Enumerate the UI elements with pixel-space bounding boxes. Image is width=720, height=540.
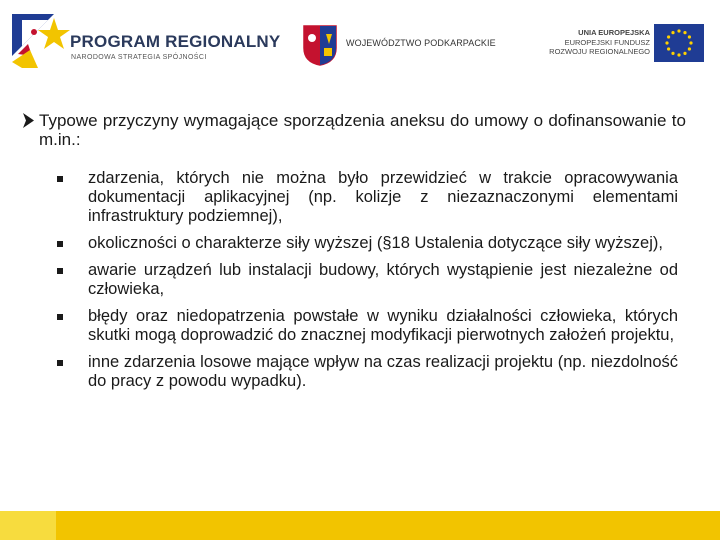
list-item (88, 261, 678, 299)
program-subtitle: NARODOWA STRATEGIA SPÓJNOŚCI (71, 54, 207, 61)
intro-paragraph (22, 111, 686, 149)
program-title: PROGRAM REGIONALNY (70, 32, 281, 51)
list-item-text: awarie urządzeń lub instalacji budowy, których wystąpienie jest niezależne od człowieka, (88, 261, 678, 298)
header (0, 0, 720, 80)
list-item-text: zdarzenia, których nie można było przewidzieć w trakcie opracowywania dokumentacji aplikacyjnej (np. kolizje z niezaznaczonymi elementami infrastruktury podziemnej), (88, 169, 678, 225)
square-bullet-icon (57, 268, 63, 274)
list-item (88, 169, 678, 226)
arrow-bullet-icon (22, 112, 35, 129)
eu-line-3: ROZWOJU REGIONALNEGO (549, 47, 650, 56)
square-bullet-icon (57, 241, 63, 247)
square-bullet-icon (57, 314, 63, 320)
footer-accent (0, 511, 56, 540)
list-item (88, 307, 678, 345)
eu-text (540, 28, 650, 57)
eu-line-2: EUROPEJSKI FUNDUSZ (564, 37, 650, 47)
square-bullet-icon (57, 360, 63, 366)
program-regionalny-logo (8, 10, 74, 72)
intro-text: Typowe przyczyny wymagające sporządzenia aneksu do umowy o dofinansowanie to m.in.: (39, 111, 686, 149)
footer-bar (0, 511, 720, 540)
list-item-text: okoliczności o charakterze siły wyższej (§18 Ustalenia dotyczące siły wyższej), (88, 234, 663, 252)
list-item-text: inne zdarzenia losowe mające wpływ na czas realizacji projektu (np. niezdolność do pracy z powodu wypadku). (88, 353, 678, 390)
voivodeship-name: WOJEWÓDZTWO PODKARPACKIE (346, 38, 496, 48)
causes-list (88, 169, 678, 399)
list-item-text: błędy oraz niedopatrzenia powstałe w wyniku działalności człowieka, których skutki mogą doprowadzić do znacznej modyfikacji pierwotnych założeń projektu, (88, 307, 678, 344)
square-bullet-icon (57, 176, 63, 182)
slide-content (22, 111, 686, 390)
list-item (88, 353, 678, 391)
eu-line-1: UNIA EUROPEJSKA (578, 28, 650, 37)
list-item (88, 234, 678, 253)
eu-flag-icon (654, 24, 704, 62)
podkarpackie-coat-of-arms (302, 24, 338, 66)
